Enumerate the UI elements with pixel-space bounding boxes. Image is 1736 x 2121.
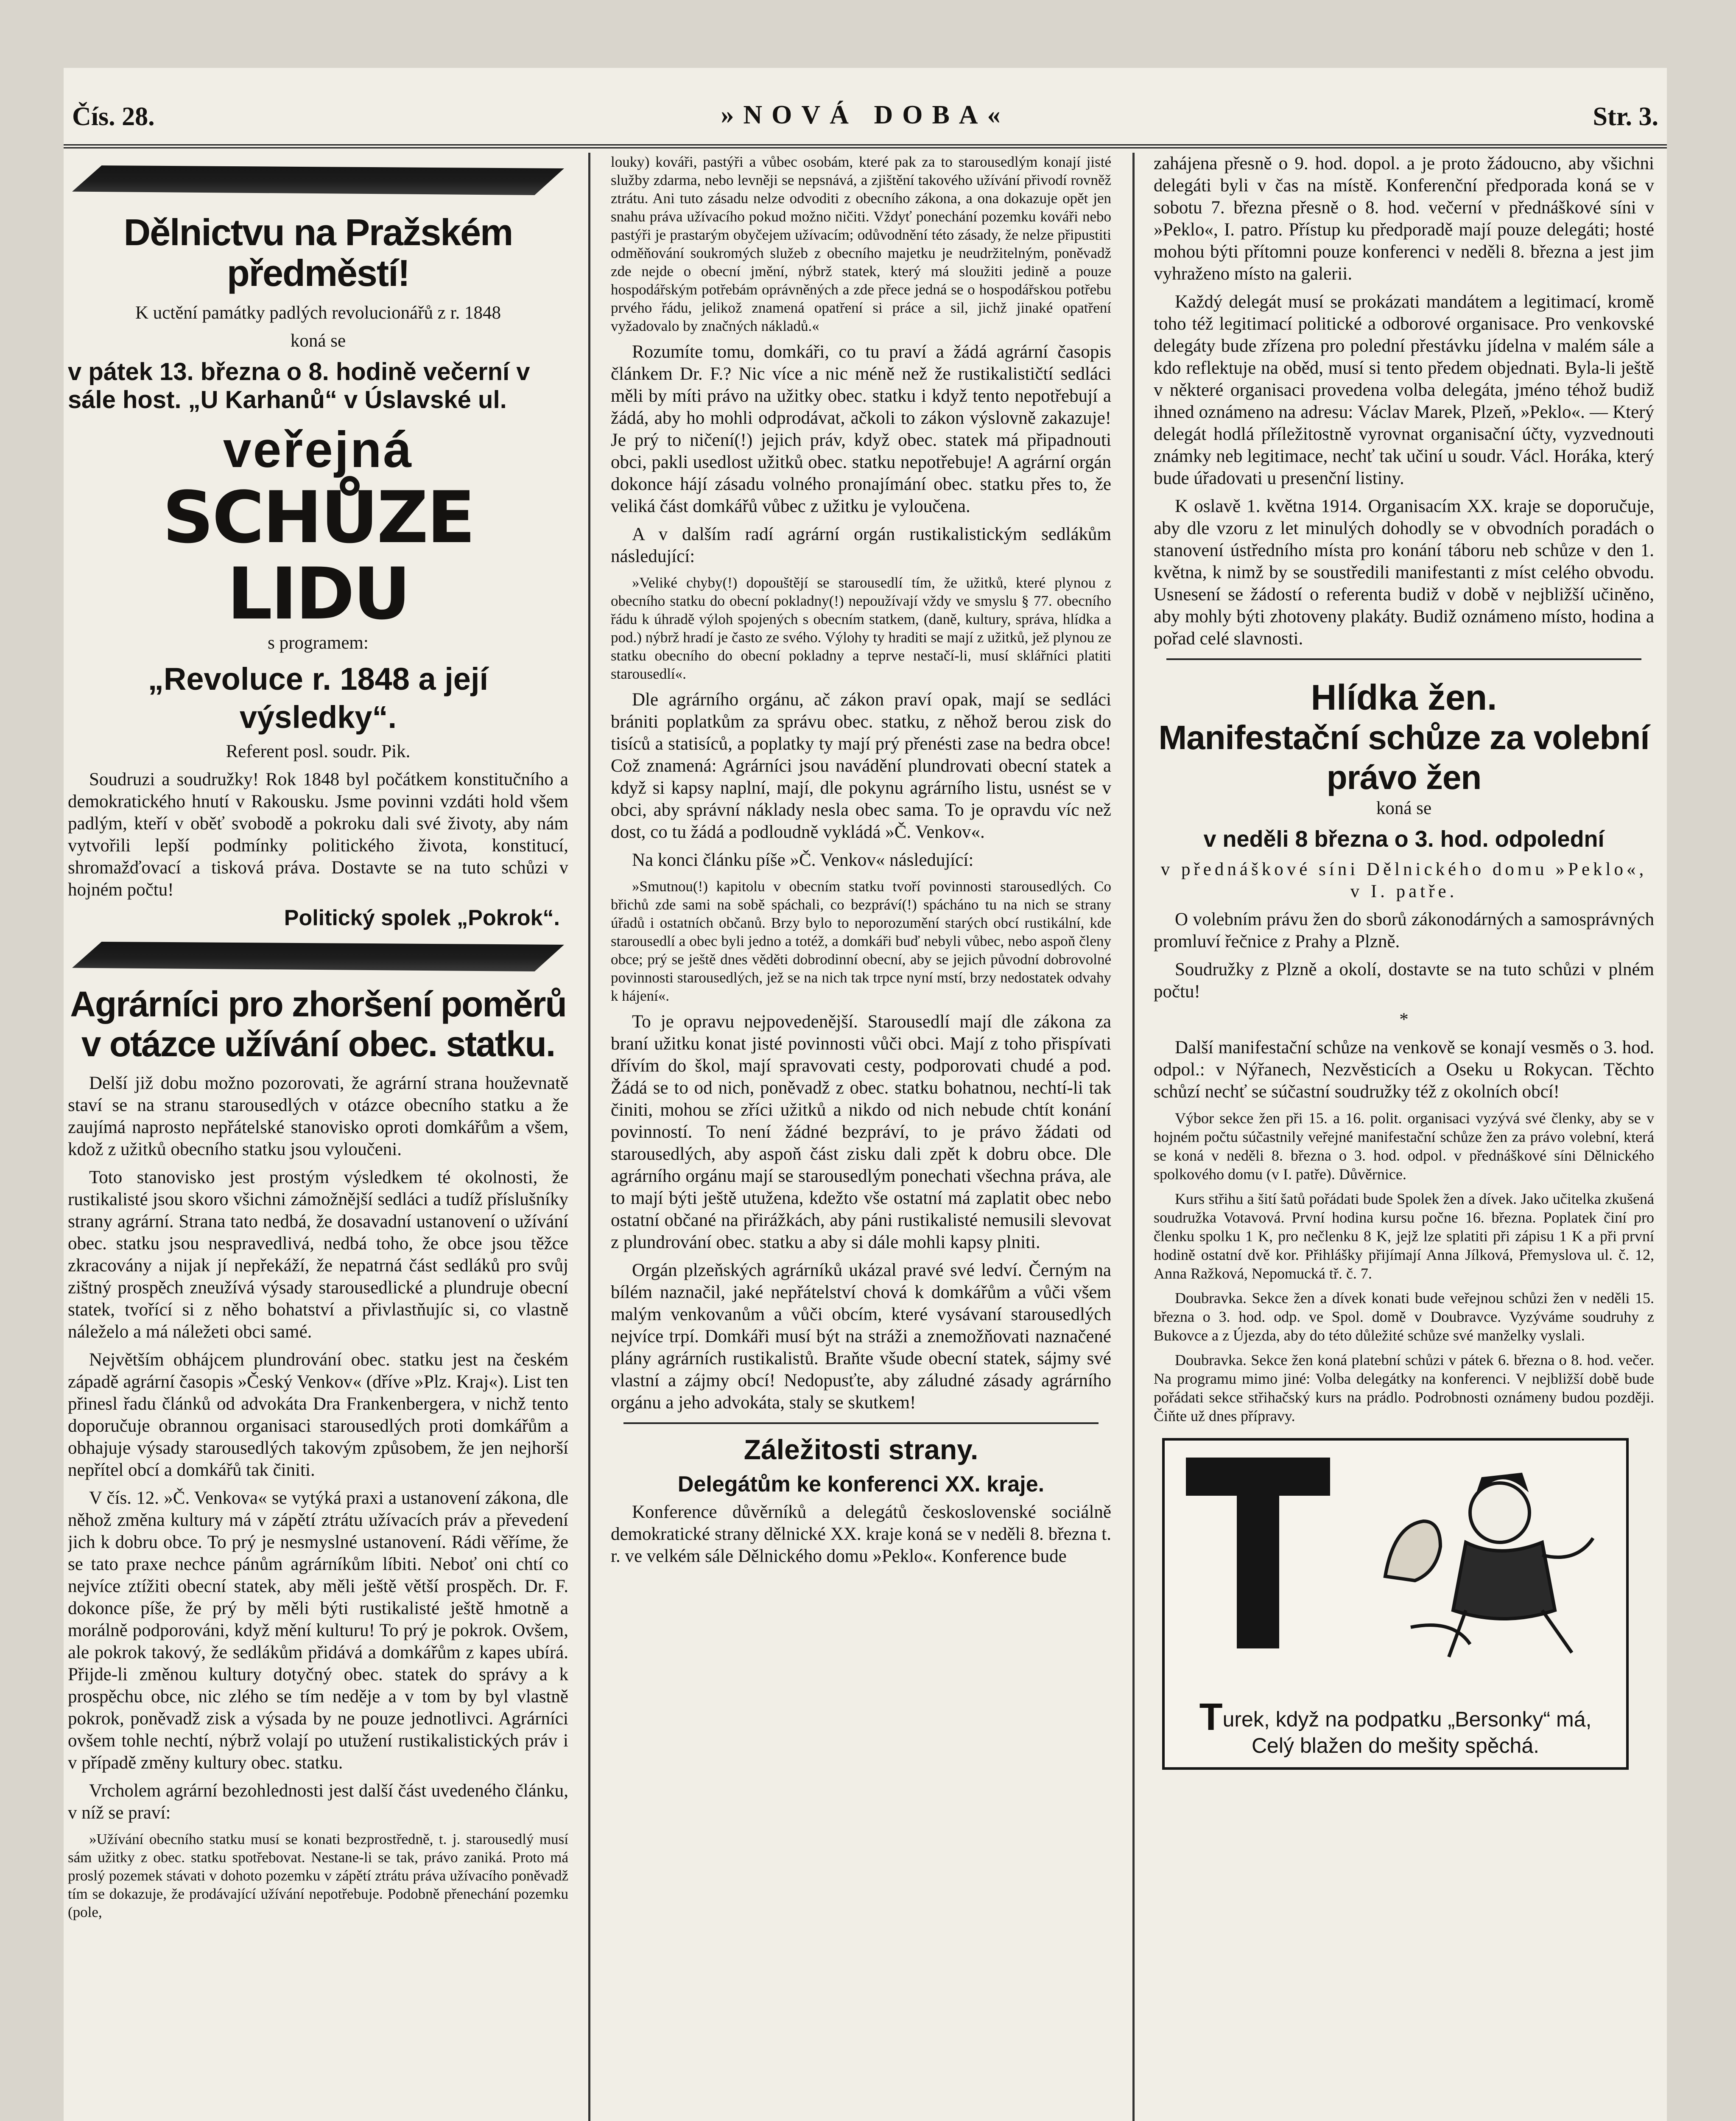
article-quote: »Smutnou(!) kapitolu v obecním statku tvoří povinnosti starousedlých. Co břichů zde sami na sobě spáchali, co bezpráví(!) spácháno tu na nich se strany úřadů i ostatních občanů. Brzy bylo to neporozumění starých obcí rustikální, kde starousedlí a obec byli jedno a totéž, a domkáři buď nebyli vůbec, nebo aspoň členy obce; prý se ještě dnes věděti dobrodinní obecní, aby se jejich původní dobrovolné povinnosti starousedlých, jež se na nich tak trpce nyní mstí, brzy nedostatek odvahy k hájení«. xyxy=(611,878,1111,1004)
meeting-where: v přednáškové síni Dělnického domu »Peklo«, v I. patře. xyxy=(1160,859,1647,901)
letter-t-graphic xyxy=(1182,1453,1334,1653)
article-paragraph: Každý delegát musí se prokázati mandátem a legitimací, kromě toho též legitimací politické a odborové organisace. Pro venkovské delegáty bude zřízena pro polední přestávku jídelna v malém sále a kdo reflektuje na oběd, musí si tento předem objednati. Byla-li ještě v některé organisaci provedena volba delegáta, jméno téhož budiž ihned oznámeno na adresu: Václav Marek, Plzeň, »Peklo«. — Který delegát hodlá příležitostně vyrovnat organisační účty, vyzvednouti známky neb legitimace, nechť tak učiní u soudr. Václ. Horáka, který bude úřadovati u presenční listiny. xyxy=(1154,292,1654,488)
notice: Doubravka. Sekce žen koná platební schůzi v pátek 6. března o 8. hod. večer. Na programu mimo jiné: Volba delegátky na konferenci. V nejbližší době bude pořádati sekce střihačský kurs na prádlo. Podrobnosti oznámeny budou později. Čiňte už dnes přípravy. xyxy=(1154,1352,1654,1424)
article-paragraph: Soudružky z Plzně a okolí, dostavte se na tuto schůzi v plném počtu! xyxy=(1154,960,1654,1002)
notice: Kurs střihu a šití šatů pořádati bude Spolek žen a dívek. Jako učitelka zkušená soudružka Votavová. První hodina kursu počne 16. března. Poplatek činí pro členku spolku 1 K, pro nečlenku 8 K, jejž lze splatiti při zápisu 1 K a při první hodině ostatní dvě kor. Přihlášky přijímají Anna Jílková, Přemyslova ul. č. 12, Anna Ražková, Nepomucká tř. č. 7. xyxy=(1154,1190,1654,1282)
article-quote: »Užívání obecního statku musí se konati bezprostředně, t. j. starousedlý musí sám užitky z obec. statku spotřebovat. Nestane-li se tak, právo zaniká. Proto má proslý pozemek stávati v dohoto pozemku v zápětí ztrátu práva užívacího poněvadž tím se dokazuje, že prodávající užívání nepotřebuje. Podobně přenechání pozemku (pole, xyxy=(68,1831,568,1920)
article-paragraph: Vrcholem agrární bezohlednosti jest další část uvedeného článku, v níž se praví: xyxy=(68,1781,568,1823)
issue-number: Čís. 28. xyxy=(72,102,155,131)
column-divider xyxy=(588,153,590,2121)
article-paragraph: A v dalším radí agrární orgán rustikalistickým sedlákům následující: xyxy=(611,524,1111,566)
meeting-headline: Manifestační schůze za volební právo žen xyxy=(1158,719,1649,796)
verejna-heading: veřejná xyxy=(223,421,414,478)
article-paragraph: V čís. 12. »Č. Venkova« se vytýká praxi a ustanovení zákona, dle něhož změna kultury má v zápětí ztrátu užívacích práv a převedení jich k dobru obce. To prý je nesmyslné ustanovení. Rádi věříme, že se tato praxe nechce pánům agrárníkům líbiti. Neboť oni chtí co nejvíce ztížiti obecní statek, aby měli ještě větší prospěch. Dr. F. dokonce píše, že prý by měli býti rustikalisté ještě hmotně a morálně podporováni, když mění kulturu! To prý je pokrok. Ovšem, ale pokrok takový, že sedlákům přidává a domkářům z kapes ubírá. Přijde-li změnou kultury dotyčný obec. statek do správy a k prospěchu obce, nic zlého se tím neděje a v tom by byl vlastně pokrok, poněvadž zisk a výsada by ne pouze jednotlivci. Agrárníci ovšem tohle nechtí, nýbrž volají po utužení rustikalistických práv i v případě změny kultury obec. statku. xyxy=(68,1488,568,1773)
newspaper-title: »NOVÁ DOBA« xyxy=(721,101,1010,129)
article-paragraph: Delší již dobu možno pozorovati, že agrární strana houževnatě staví se na stranu starousedlých v otázce obecního statku a že zaujímá naprosto nepřátelské stanovisko oproti domkářům a všem, kdož z užitků obecního statku jsou vyloučeni. xyxy=(68,1073,568,1159)
article-paragraph: Další manifestační schůze na venkově se konají vesměs o 3. hod. odpol.: v Nýřanech, Nezvěsticích a Oseku u Rokycan. Těchto schůzí nechť se súčastní soudružky též z okolních obcí! xyxy=(1154,1038,1654,1102)
meeting-headline: Dělnictvu na Pražském předměstí! xyxy=(123,211,513,294)
meeting-when: v neděli 8 března o 3. hod. odpolední xyxy=(1203,826,1605,852)
section-divider xyxy=(623,1422,1099,1424)
article-quote: »Veliké chyby(!) dopouštějí se starousedlí tím, že užitků, které plynou z obecního statku do obecní pokladny(!) nepoužívají vždy ve smyslu § 77. obecního řádu k úhradě výloh spojených s obecním statkem, (daně, kultury, správa, hlídka a pod.) nýbrž hradí je často ze svého. Výlohy ty hraditi se mají z užitků, jež plynou ze statku obecního do obecní pokladny a teprve nestačí-li, musí sklářníci platiti starousedlí«. xyxy=(611,574,1111,682)
article-paragraph: O volebním právu žen do sborů zákonodárných a samosprávných promluví řečnice z Prahy a Plzně. xyxy=(1154,909,1654,951)
column-3 xyxy=(1154,153,1654,2121)
section-divider xyxy=(1166,658,1641,660)
column-1 xyxy=(68,153,568,2121)
page-number: Str. 3. xyxy=(1593,102,1658,131)
ad-caption-line-1: Turek, když na podpatku „Bersonky“ má, xyxy=(1199,1696,1592,1738)
signature: Politický spolek „Pokrok“. xyxy=(284,906,560,930)
article-paragraph: Konference důvěrníků a delegátů československé sociálně demokratické strany dělnické XX. kraje koná se v neděli 8. března t. r. ve velkém sále Dělnického domu »Peklo«. Konference bude xyxy=(611,1502,1111,1566)
bersonka-advertisement xyxy=(1162,1438,1629,1770)
meeting-when: v pátek 13. března o 8. hodině večerní v sále host. „U Karhanů“ v Úslavské ul. xyxy=(68,358,530,414)
ad-caption-initial: T xyxy=(1199,1696,1223,1738)
kona-se: koná se xyxy=(1376,798,1432,818)
program-title: „Revoluce r. 1848 a její výsledky“. xyxy=(148,661,489,735)
decorative-banner xyxy=(72,165,564,195)
article-headline: Agrárníci pro zhoršení poměrů v otázce užívání obec. statku. xyxy=(70,984,566,1064)
schuze-lidu-heading: SCHŮZE LIDU xyxy=(162,476,474,635)
kona-se: koná se xyxy=(290,331,346,351)
article-quote: louky) kováři, pastýři a vůbec osobám, které pak za to starousedlým konají jisté služby zdarma, nebo levněji se nepsnává, a zjištění takového užívání přivodí rovněž ztrátu. Ani tuto zásadu nelze odvoditi z obecního zákona, a ona dokazuje opět jen snahu práva užívacího pokud možno ničiti. Vždyť ponechání pozemku kováři nebo pastýři je prastarým obyčejem užívacím; odůvodnění této zásady, že nelze připustiti odměňování soukromých služeb z obecního majetku je neudržitelným, poněvadž zde nejde o obecní jmění, nýbrž statek, který má sloužiti jedině a pouze hospodářským potřebám oprávněných a zde přece jedná se o hospodářskou potřebu prvého řádu, jelikož znamená opatření si práce a sil, jichž jinaké opatření vyžadovalo by značných nákladů.« xyxy=(611,154,1111,334)
article-paragraph: K oslavě 1. května 1914. Organisacím XX. kraje se doporučuje, aby dle vzoru z let minulých dohodly se v obvodních poradách o stanovení ústředního místa pro konání táboru neb schůze v den 1. května, k nimž by se soustředili manifestanti z míst celého obvodu. Usnesení se žádostí o referenta budiž v době v nejbližší učiněno, aby mohly býti zhotoveny plakáty. Budiž oznámeno místo, hodina a pořad celé slavnosti. xyxy=(1154,496,1654,649)
program-label: s programem: xyxy=(268,633,369,653)
article-paragraph: zahájena přesně o 9. hod. dopol. a je proto žádoucno, aby všichni delegáti byli v čas na místě. Konferenční předporada koná se v sobotu 7. března přesně o 8. hod. večerní v přednáškové síni v »Peklo«, I. patro. Přístup ku předporadě mají pouze delegáti; hosté mohou býti přítomni pouze konferenci v neděli 8. března a jest jim vyhraženo místo na galerii. xyxy=(1154,154,1654,284)
subsection-headline: Delegátům ke konferenci XX. kraje. xyxy=(677,1472,1045,1497)
column-divider xyxy=(1132,153,1135,2121)
masthead xyxy=(64,93,1667,148)
appeal-text: Soudruzi a soudružky! Rok 1848 byl počátkem konstitučního a demokratického hnutí v Rakousku. Jsme povinni vzdáti hold všem padlým, kteří v oběť svobodě a pokroku dali své životy, aby nám vytvořili lepší podmínky politického života, konstitucí, shromažďovací a tisková práva. Dostavte se na tuto schůzi v hojném počtu! xyxy=(68,769,568,900)
article-paragraph: Rozumíte tomu, domkáři, co tu praví a žádá agrární časopis článkem Dr. F.? Nic více a nic méně než že rustikalističtí sedláci měli by míti právo na užitky obec. statku i když tento nepotřebují a žádá, aby ho mohli odprodávat, ačkoli to zákon výslovně zakazuje! Je prý to ničení(!) jejich práv, když obec. statek má připadnouti obci, pakli usedlost užitků obec. statku nepotřebuje! A agrární orgán dokonce hájí zásadu volného pronajímání obec. statku přes to, že veliká část domkářů vůbec z užitku je vyloučena. xyxy=(611,342,1111,516)
article-paragraph: To je opravu nejpovedenější. Starousedlí mají dle zákona za braní užitku konat jisté povinnosti vůči obci. Mají z toho přispívati dřívím do škol, mají spravovati cesty, podporovati chudé a pod. Žádá se to od nich, poněvadž z obec. statku bohatnou, nechtí-li tak činiti, mohou se zříci užitků a nikdo od nich nebude chtít konání povinností. To není žádné bezpráví, to je právo žádati od starousedlých, aby aspoň část zisku dali zpět k dobru obce. Dle agrárního orgánu mají se starousedlým ponechati všechna práva, ale to mají býti ještě utužena, kdežto vše ostatní má zaplatit obec nebo ostatní občané na přirážkách, aby páni rustikalisté nemusili slevovat z plundrování obec. statku a aby si dále mohli kapsy plniti. xyxy=(611,1012,1111,1252)
decorative-banner xyxy=(72,942,564,971)
article-paragraph: Toto stanovisko jest prostým výsledkem té okolnosti, že rustikalisté jsou skoro všichni zámožnější sedláci a tudíž příslušníky strany agrární. Strana tato nedbá, že dosavadní ustanovení o užívání obec. statku jsou nespravedlivá, nedbá toho, že obce jsou těžce zkracovány a nijak jí nepřekáží, že nepatrná část sedláků pro svůj zištný prospěch zneužívá výsady starousedlické a plundruje obecní statek, tvořící si z něho bohatství a přivlastňujíc si, co vlastně náleželo a má náležeti obci samé. xyxy=(68,1167,568,1342)
meeting-intro: K uctění památky padlých revolucionářů z r. 1848 xyxy=(135,303,501,323)
referent: Referent posl. soudr. Pik. xyxy=(226,742,411,761)
newspaper-page xyxy=(64,68,1667,2121)
article-paragraph: Na konci článku píše »Č. Venkov« následující: xyxy=(632,850,974,870)
turk-figure-illustration xyxy=(1360,1449,1623,1670)
separator-star: * xyxy=(1399,1010,1409,1030)
notice: Doubravka. Sekce žen a dívek konati bude veřejnou schůzi žen v neděli 15. března o 3. hod. odp. ve Spol. domě v Doubravce. Vyzýváme soudruhy z Bukovce a z Újezda, aby do této důležité schůze své manželky vyslali. xyxy=(1154,1290,1654,1344)
article-paragraph: Největším obhájcem plundrování obec. statku jest na českém západě agrární časopis »Český Venkov« (dříve »Plz. Kraj«). List ten přinesl řadu článků od advokáta Dra Frankenbergera, v nichž tento doporučuje obrannou organisaci starousedlých proti domkářům a obhajuje výsady starousedlých takovým způsobem, že jen nejhorší nepřítel obcí a domkářů tak činiti. xyxy=(68,1350,568,1480)
article-paragraph: Orgán plzeňských agrárníků ukázal pravé své ledví. Černým na bílém naznačil, jaké nepřátelství chová k domkářům a vůči všem malým venkovanům a vůči obcím, které vysávaní starousedlých nejvíce trpí. Domkáři musí být na stráži a znemožňovati naznačené plány agrárních rustikalistů. Braňte všude obecní statek, sájmy své vlastní a zájmy obcí! Nedopusťte, aby záludné zásady agrárního orgánu a jeho advokáta, staly se skutkem! xyxy=(611,1260,1111,1413)
ad-caption-line-2: Celý blažen do mešity spěchá. xyxy=(1251,1734,1540,1757)
section-headline: Hlídka žen. xyxy=(1311,677,1497,717)
column-2 xyxy=(611,153,1111,2121)
article-paragraph: Dle agrárního orgánu, ač zákon praví opak, mají se sedláci brániti poplatkům za správu obec. statku, z něhož berou zisk do tisíců a statisíců, a poplatky ty mají prý přenésti zase na bedra obce! Což znamená: Agrárníci jsou navádění plundrovati obecní statek a když si kapsy naplní, mají, dle pokynu agrárního listu, usnést se v obci, aby správní náklady nesla obec sama. To je opravdu víc než dost, co tu žádá a podloudně vykládá »Č. Venkov«. xyxy=(611,690,1111,842)
section-headline: Záležitosti strany. xyxy=(744,1434,978,1465)
ad-caption xyxy=(1165,1696,1626,1759)
notice: Výbor sekce žen při 15. a 16. polit. organisaci vyzývá své členky, aby se v hojném počtu súčastnily veřejné manifestační schůze žen za právo volební, která se koná v neděli 8. března o 3. hod. odpol. v přednáškové síni Dělnického spolkového domu (v I. patře). Důvěrnice. xyxy=(1154,1110,1654,1183)
